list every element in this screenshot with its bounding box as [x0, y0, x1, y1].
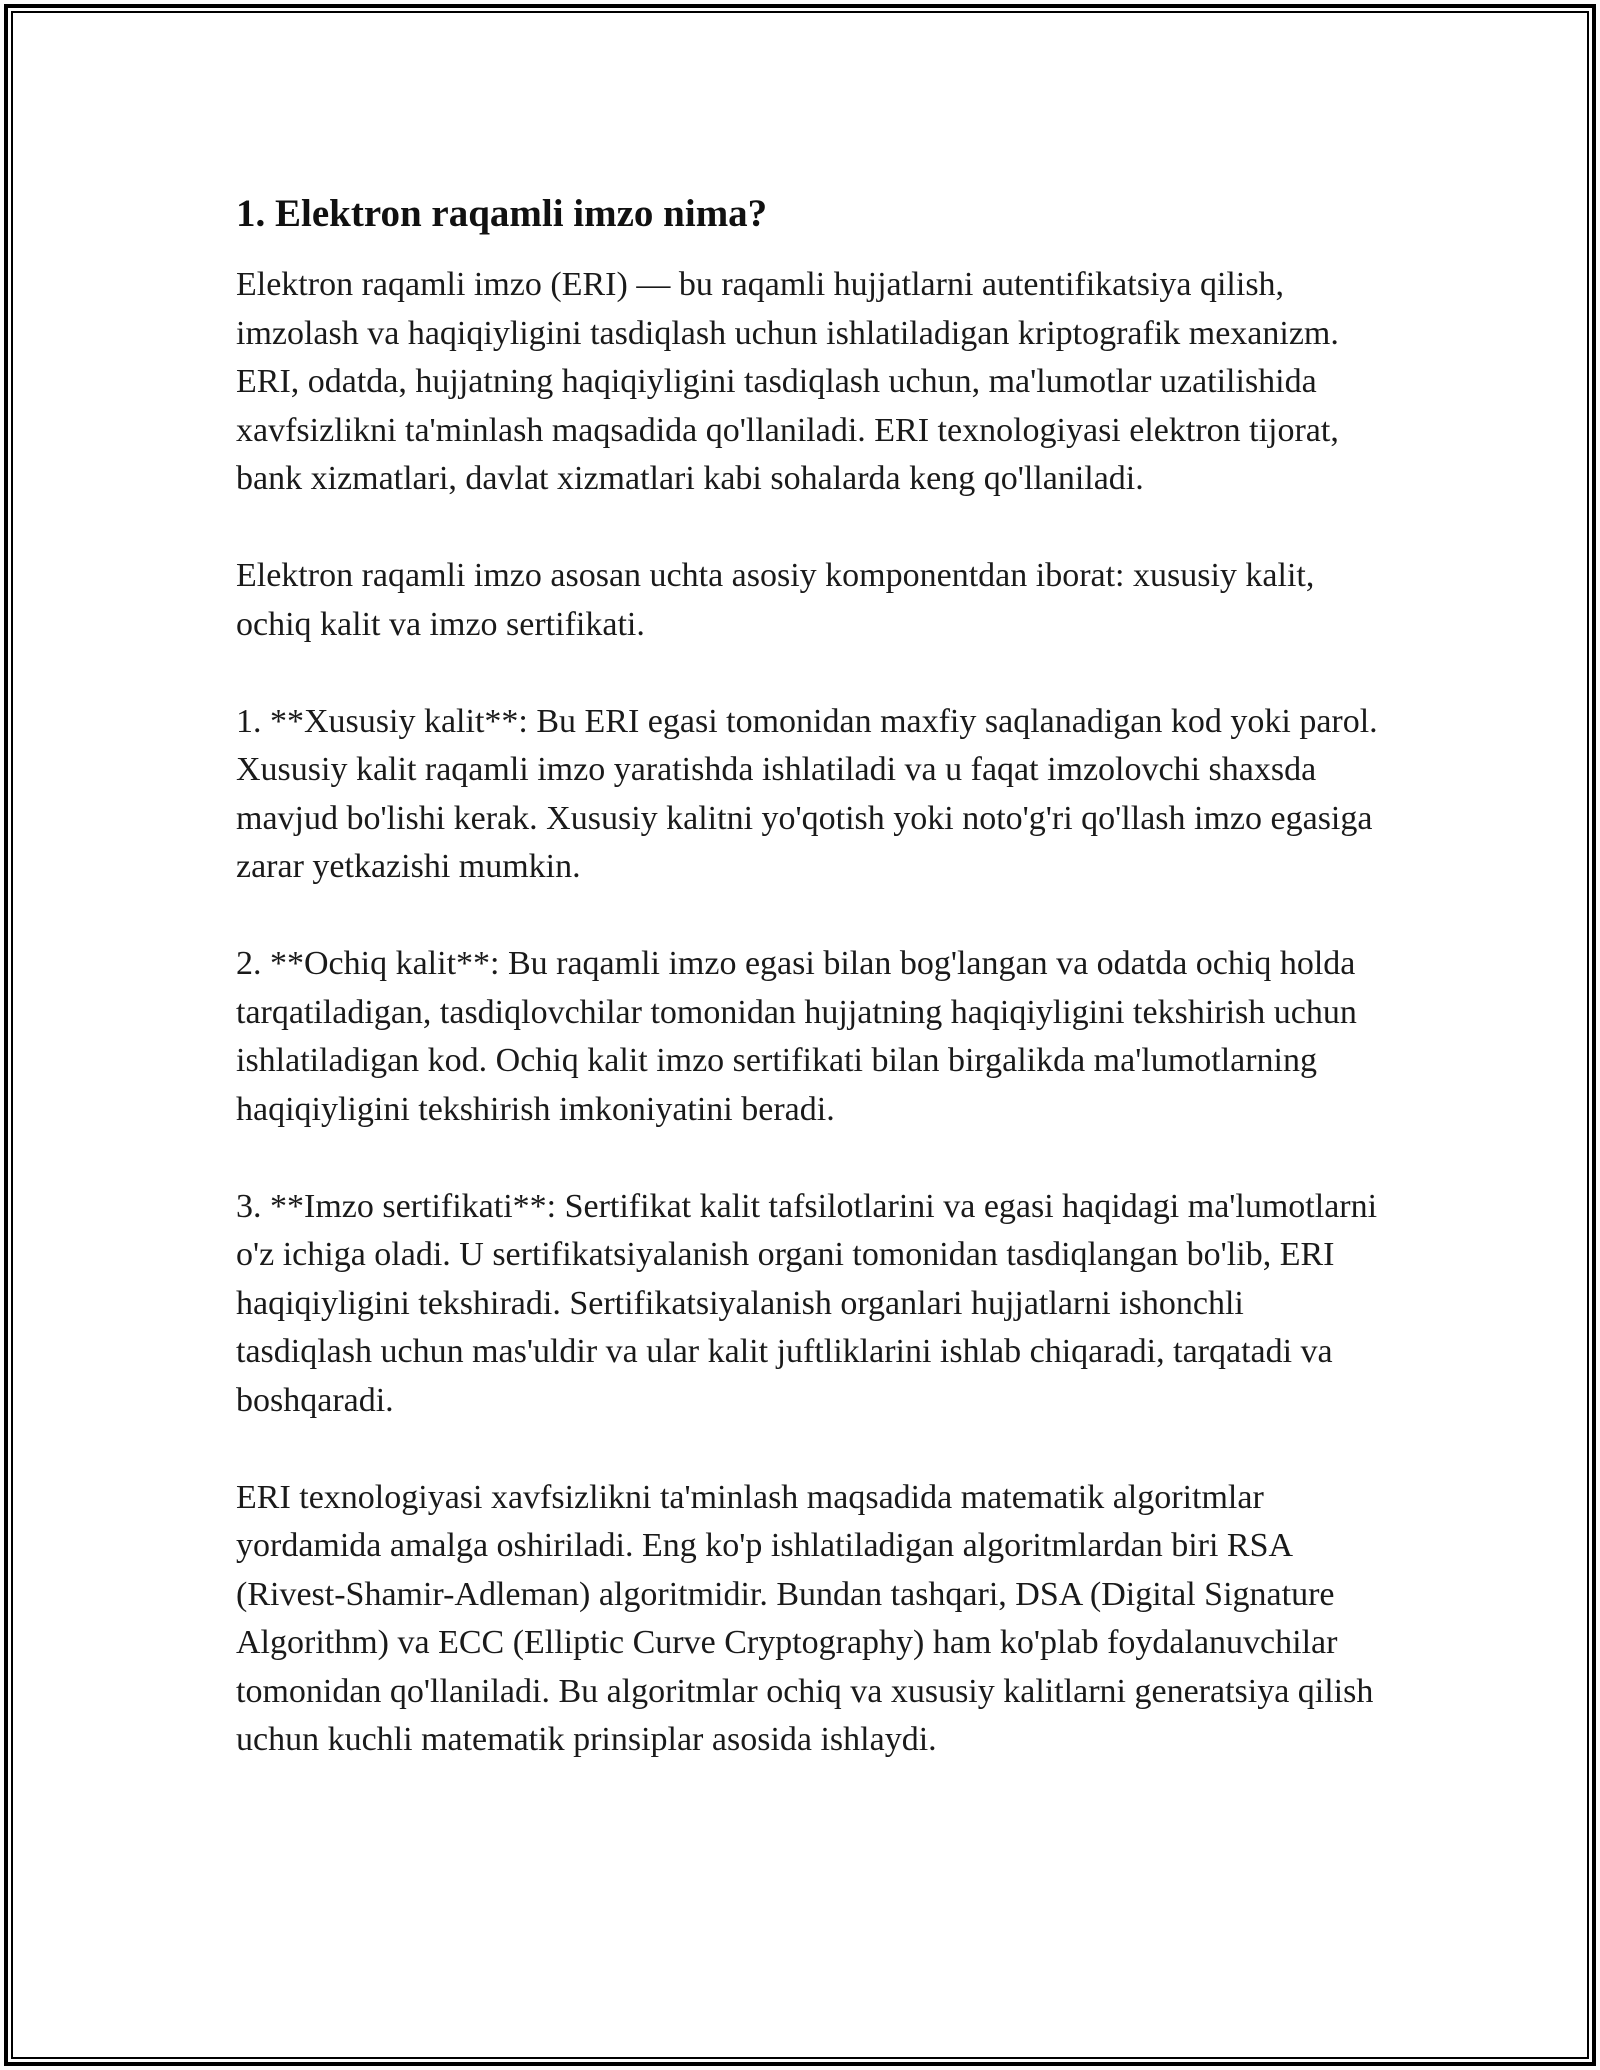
paragraph-components: Elektron raqamli imzo asosan uchta asosiy komponentdan iborat: xususiy kalit, ochiq kalit va imzo sertifikati. [236, 557, 1315, 643]
paragraph-private-key: 1. **Xususiy kalit**: Bu ERI egasi tomonidan maxfiy saqlanadigan kod yoki parol. Xususiy kalit raqamli imzo yaratishda ishlatiladi va u faqat imzolovchi shaxsda mavjud bo'lishi kerak. Xususiy kalitni yo'qotish yoki noto'g'ri qo'llash imzo egasiga zarar yetkazishi mumkin. [236, 702, 1378, 885]
document-body [236, 188, 1386, 1813]
page-title: 1. Elektron raqamli imzo nima? [236, 192, 768, 235]
paragraph-definition: Elektron raqamli imzo (ERI) — bu raqamli hujjatlarni autentifikatsiya qilish, imzolash va haqiqiyligini tasdiqlash uchun ishlatiladigan kriptografik mexanizm. ERI, odatda, hujjatning haqiqiyligini tasdiqlash uchun, ma'lumotlar uzatilishida xavfsizlikni ta'minlash maqsadida qo'llaniladi. ERI texnologiyasi elektron tijorat, bank xizmatlari, davlat xizmatlari kabi sohalarda keng qo'llaniladi. [236, 266, 1339, 497]
paragraph-algorithms: ERI texnologiyasi xavfsizlikni ta'minlash maqsadida matematik algoritmlar yordamida amalga oshiriladi. Eng ko'p ishlatiladigan algoritmlardan biri RSA (Rivest-Shamir-Adleman) algoritmidir. Bundan tashqari, DSA (Digital Signature Algorithm) va ECC (Elliptic Curve Cryptography) ham ko'plab foydalanuvchilar tomonidan qo'llaniladi. Bu algoritmlar ochiq va xususiy kalitlarni generatsiya qilish uchun kuchli matematik prinsiplar asosida ishlaydi. [236, 1478, 1374, 1758]
paragraph-public-key: 2. **Ochiq kalit**: Bu raqamli imzo egasi bilan bog'langan va odatda ochiq holda tarqatiladigan, tasdiqlovchilar tomonidan hujjatning haqiqiyligini tekshirish uchun ishlatiladigan kod. Ochiq kalit imzo sertifikati bilan birgalikda ma'lumotlarning haqiqiyligini tekshirish imkoniyatini beradi. [236, 945, 1357, 1128]
paragraph-certificate: 3. **Imzo sertifikati**: Sertifikat kalit tafsilotlarini va egasi haqidagi ma'lumotlarni o'z ichiga oladi. U sertifikatsiyalanish organi tomonidan tasdiqlangan bo'lib, ERI haqiqiyligini tekshiradi. Sertifikatsiyalanish organlari hujjatlarni ishonchli tasdiqlash uchun mas'uldir va ular kalit juftliklarini ishlab chiqaradi, tarqatadi va boshqaradi. [236, 1187, 1378, 1419]
